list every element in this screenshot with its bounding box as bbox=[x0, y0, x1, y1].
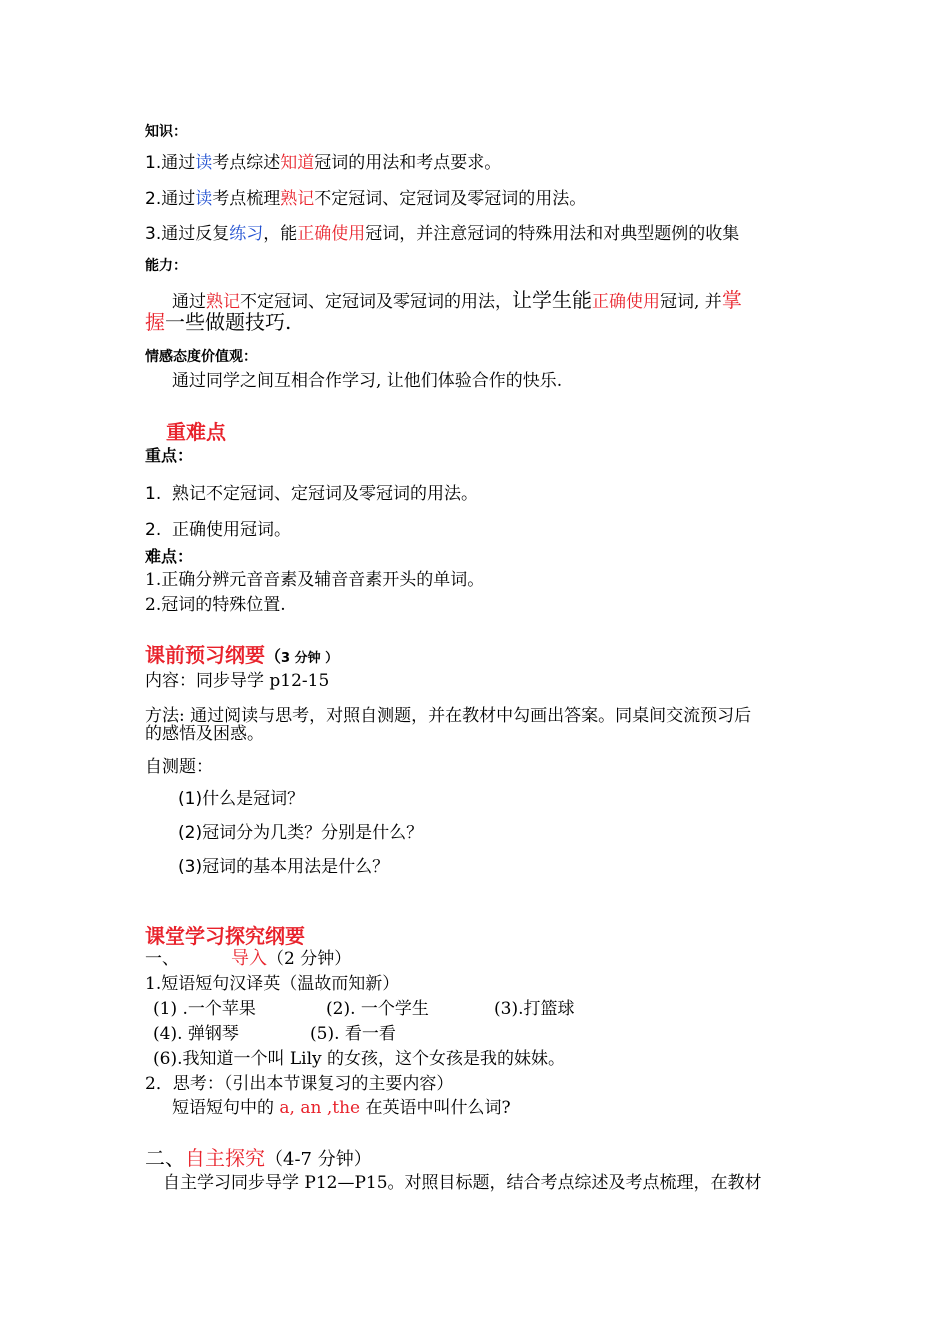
emotion-text: 通过同学之间互相合作学习, 让他们体验合作的快乐. bbox=[172, 371, 563, 391]
knowledge-item-1: 1.通过读考点综述知道冠词的用法和考点要求。 bbox=[145, 153, 502, 173]
knowledge-label: 知识： bbox=[145, 124, 187, 140]
difficulty-item-1: 1.正确分辨元音音素及辅音音素开头的单词。 bbox=[145, 570, 485, 590]
ability-text-line-2: 握一些做题技巧. bbox=[145, 310, 292, 334]
phrase-3: (3).打篮球 bbox=[494, 999, 575, 1019]
phrase-2: (2). 一个学生 bbox=[326, 999, 429, 1019]
preview-time: 3 分钟 bbox=[281, 651, 321, 666]
phrase-1: (1) .一个苹果 bbox=[153, 999, 256, 1019]
preview-heading-row: 课前预习纲要（3 分钟 ） bbox=[145, 643, 339, 667]
section-1-heading: 一、 导入（2 分钟） bbox=[145, 948, 352, 969]
difficulty-item-2: 2.冠词的特殊位置. bbox=[145, 595, 286, 615]
item-number: 1. bbox=[145, 153, 162, 173]
difficulty-label: 难点： bbox=[145, 547, 194, 566]
phrase-4: (4). 弹钢琴 bbox=[153, 1024, 239, 1044]
selftest-question-2: (2)冠词分为几类？分别是什么？ bbox=[178, 823, 424, 843]
ability-label: 能力： bbox=[145, 258, 187, 274]
item-number: 2. bbox=[145, 189, 162, 209]
preview-content: 内容：同步导学 p12-15 bbox=[145, 671, 330, 691]
section-1-title: 导入 bbox=[231, 948, 267, 969]
key-item-1: 1. 熟记不定冠词、定冠词及零冠词的用法。 bbox=[145, 484, 479, 504]
classroom-heading: 课堂学习探究纲要 bbox=[145, 924, 305, 948]
section-1-item-2-text: 短语短句中的 a, an ,the 在英语中叫什么词? bbox=[172, 1098, 511, 1118]
knowledge-item-3: 3.通过反复练习，能正确使用冠词，并注意冠词的特殊用法和对典型题例的收集 bbox=[145, 224, 740, 244]
preview-heading: 课前预习纲要 bbox=[145, 643, 265, 667]
phrase-5: (5). 看一看 bbox=[310, 1024, 396, 1044]
section-1-item-2: 2．思考：（引出本节课复习的主要内容） bbox=[145, 1074, 454, 1094]
preview-method-line-1: 方法: 通过阅读与思考，对照自测题，并在教材中勾画出答案。同桌间交流预习后 bbox=[145, 706, 752, 726]
emotion-label: 情感态度价值观： bbox=[145, 349, 257, 365]
knowledge-item-2: 2.通过读考点梳理熟记不定冠词、定冠词及零冠词的用法。 bbox=[145, 189, 587, 209]
section-1-item-1: 1.短语短句汉译英（温故而知新） bbox=[145, 974, 400, 994]
preview-method-line-2: 的感悟及困惑。 bbox=[145, 724, 264, 744]
section-2-heading: 二、自主探究（4-7 分钟） bbox=[145, 1146, 372, 1170]
selftest-label: 自测题： bbox=[145, 757, 213, 777]
key-item-2: 2. 正确使用冠词。 bbox=[145, 520, 292, 540]
item-number: 3. bbox=[145, 224, 162, 244]
phrase-6: (6).我知道一个叫 Lily 的女孩，这个女孩是我的妹妹。 bbox=[153, 1049, 566, 1069]
keypoints-heading: 重难点 bbox=[166, 420, 226, 444]
ability-text-line-1: 通过熟记不定冠词、定冠词及零冠词的用法，让学生能正确使用冠词, 并掌 bbox=[172, 288, 742, 312]
selftest-question-1: (1)什么是冠词？ bbox=[178, 789, 305, 809]
section-2-title: 自主探究 bbox=[185, 1146, 265, 1170]
section-2-text: 自主学习同步导学 P12—P15。对照目标题，结合考点综述及考点梳理，在教材 bbox=[163, 1173, 762, 1193]
selftest-question-3: (3)冠词的基本用法是什么？ bbox=[178, 857, 390, 877]
key-label: 重点： bbox=[145, 446, 194, 465]
